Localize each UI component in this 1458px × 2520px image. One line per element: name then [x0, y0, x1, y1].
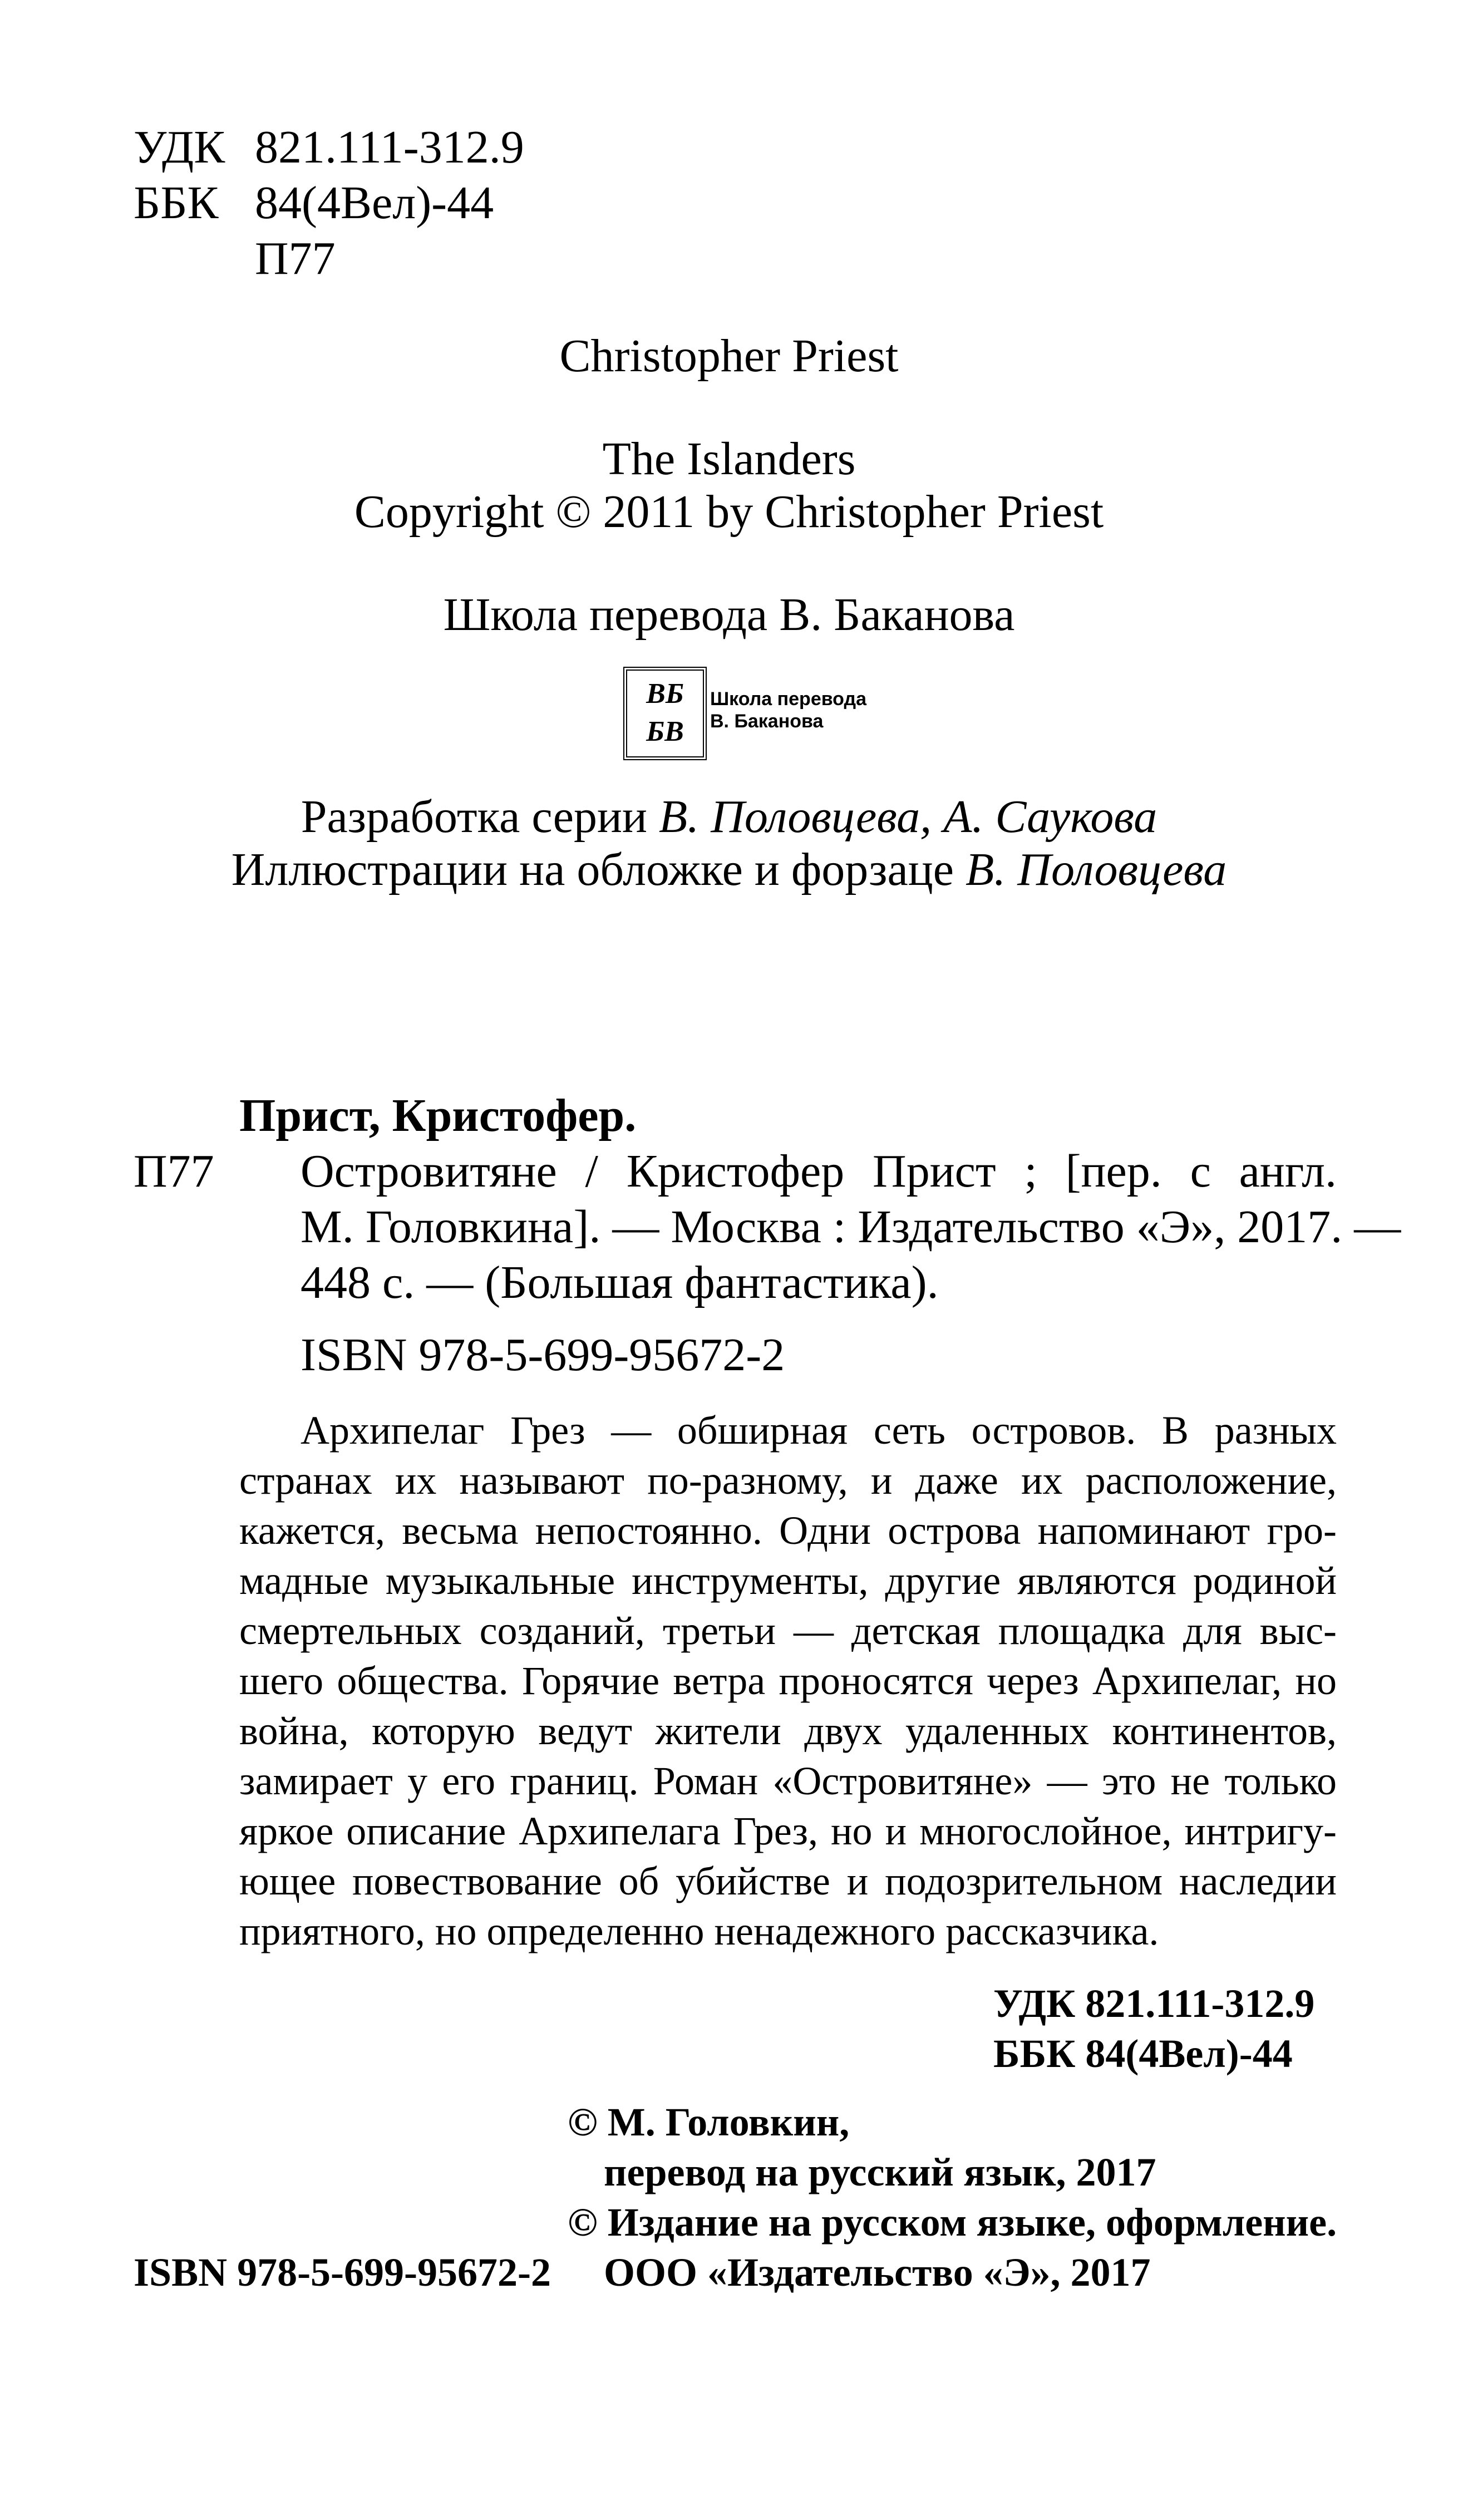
copyright-edition-1: © Издание на русском языке, оформление.	[568, 2200, 1337, 2245]
logo-monogram-bottom: БВ	[646, 716, 684, 747]
logo-text-line2: В. Баканова	[710, 711, 824, 732]
annotation-line-9: яркое описание Архипелага Грез, но и многослойное, интригу-	[239, 1809, 1337, 1853]
annotation-line-8: замирает у его границ. Роман «Островитяне» — это не только	[239, 1759, 1337, 1803]
annotation-line-11: приятного, но определенно ненадежного рассказчика.	[239, 1909, 1159, 1953]
annotation-line-4: мадные музыкальные инструменты, другие являются родиной	[239, 1558, 1337, 1603]
author-sign-line	[0, 231, 1458, 287]
bib-author-heading: Прист, Кристофер.	[239, 1090, 637, 1141]
original-title: The Islanders	[602, 433, 856, 485]
udk-value: 821.111-312.9	[255, 121, 524, 173]
logo-text-line1: Школа перевода	[710, 688, 866, 710]
copyright-translator-1: © М. Головкин,	[568, 2100, 850, 2144]
logo-monogram	[627, 671, 703, 761]
bib-line-2: М. Головкина]. — Москва : Издательство «Э», 2017. —	[301, 1201, 1401, 1253]
udk-line	[0, 120, 1458, 175]
udk-label: УДК	[134, 121, 225, 173]
bib-code: П77	[134, 1145, 214, 1197]
bib-line-1: Островитяне / Кристофер Прист ; [пер. с англ.	[301, 1145, 1337, 1197]
annotation-line-5: смертельных созданий, третьи — детская площадка для выс-	[239, 1608, 1337, 1653]
logo-monogram-top: ВБ	[646, 678, 684, 710]
original-copyright: Copyright © 2011 by Christopher Priest	[354, 486, 1104, 538]
copyright-translator-2: перевод на русский язык, 2017	[604, 2150, 1156, 2194]
annotation-line-10: ющее повествование об убийстве и подозрительном наследии	[239, 1859, 1337, 1903]
annotation-line-3: кажется, весьма непостоянно. Одни острова напоминают гро-	[239, 1508, 1337, 1553]
bottom-isbn: ISBN 978-5-699-95672-2	[134, 2250, 551, 2295]
illustrations-name: В. Половцева	[966, 844, 1227, 895]
logo-monogram-box	[623, 667, 707, 760]
bottom-bbk: ББК 84(4Вел)-44	[993, 2031, 1293, 2076]
bib-isbn: ISBN 978-5-699-95672-2	[301, 1329, 785, 1381]
school-logo	[623, 667, 866, 762]
bbk-label: ББК	[134, 177, 219, 229]
bbk-value: 84(4Вел)-44	[255, 177, 494, 229]
bottom-udk: УДК 821.111-312.9	[993, 1981, 1315, 2026]
author-sign: П77	[255, 233, 336, 284]
series-credit	[0, 789, 1458, 845]
series-names: В. Половцева, А. Саукова	[658, 791, 1157, 843]
bib-line-3: 448 с. — (Большая фантастика).	[301, 1257, 939, 1308]
copyright-edition-2: ООО «Издательство «Э», 2017	[604, 2250, 1151, 2295]
annotation-line-7: война, которую ведут жители двух удаленных континентов,	[239, 1709, 1337, 1753]
school-name: Школа перевода В. Баканова	[443, 589, 1015, 641]
illustrations-label: Иллюстрации на обложке и форзаце	[231, 844, 966, 895]
annotation-line-2: странах их называют по-разному, и даже их расположение,	[239, 1458, 1337, 1503]
bbk-line	[0, 175, 1458, 231]
series-label: Разработка серии	[301, 791, 659, 843]
original-author: Christopher Priest	[559, 330, 899, 382]
logo-text	[710, 688, 866, 732]
illustrations-credit	[0, 842, 1458, 898]
annotation-line-1: Архипелаг Грез — обширная сеть островов. В разных	[301, 1408, 1337, 1453]
annotation-line-6: шего общества. Горячие ветра проносятся через Архипелаг, но	[239, 1658, 1337, 1703]
